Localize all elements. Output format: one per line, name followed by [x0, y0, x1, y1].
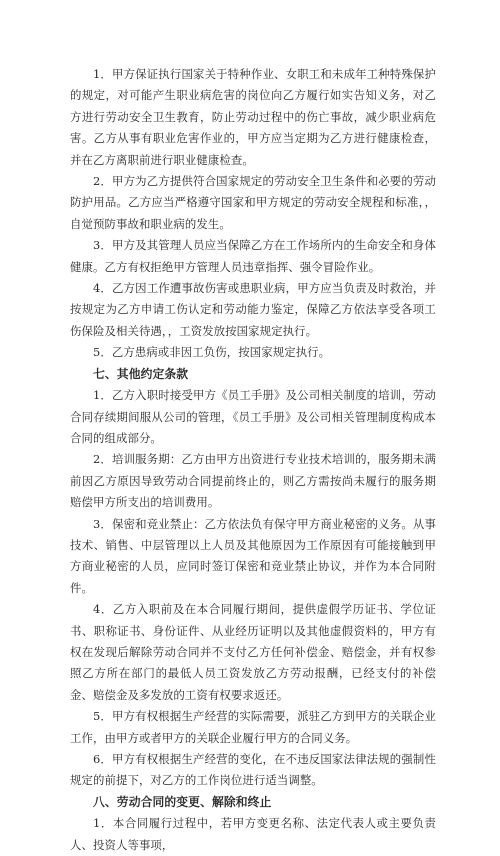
clause-8-1: 1．本合同履行过程中，若甲方变更名称、法定代表人或主要负责人、投资人等事项，: [70, 816, 436, 852]
clause-6-5: 5．乙方患病或非因工负伤，按国家规定执行。: [93, 345, 331, 360]
section-heading-8: 八、劳动合同的变更、解除和终止: [93, 794, 272, 809]
clause-7-4: 4．乙方入职前及在本合同履行期间，提供虚假学历证书、学位证书、职称证书、身份证件、从业经历证明以及其他虚假资料的，甲方有权在发现后解除劳动合同并不支付乙方任何补偿金、赔偿金，并有权参照乙方所在部门的最低人员工资发放乙方劳动报酬，已经支付的补偿金、赔偿金及多发放的工资有权要求返还。: [70, 602, 436, 702]
clause-6-4: 4．乙方因工作遭事故伤害或患职业病，甲方应当负责及时救治，并按规定为乙方申请工伤认定和劳动能力鉴定，保障乙方依法享受各项工伤保险及相关待遇，，工资发放按国家规定执行。: [70, 281, 436, 338]
clause-6-2: 2．甲方为乙方提供符合国家规定的劳动安全卫生条件和必要的劳动防护用品。乙方应当严格遵守国家和甲方规定的劳动安全规程和标准，，自觉预防事故和职业病的发生。: [70, 174, 436, 231]
document-body: [70, 64, 436, 856]
clause-7-3: 3．保密和竞业禁止：乙方依法负有保守甲方商业秘密的义务。从事技术、销售、中层管理以上人员及其他原因为工作原因有可能接触到甲方商业秘密的人员，应同时签订保密和竞业禁止协议，并作为本合同附件。: [70, 516, 436, 595]
clause-7-6: 6．甲方有权根据生产经营的变化，在不违反国家法律法规的强制性规定的前提下，对乙方的工作岗位进行适当调整。: [70, 752, 436, 788]
clause-7-1: 1．乙方入职时接受甲方《员工手册》及公司相关制度的培训，劳动合同存续期间服从公司的管理，《员工手册》及公司相关管理制度构成本合同的组成部分。: [70, 388, 436, 445]
clause-6-1: 1．甲方保证执行国家关于特种作业、女职工和未成年工种特殊保护的规定，对可能产生职业病危害的岗位向乙方履行如实告知义务，对乙方进行劳动安全卫生教育，防止劳动过程中的伤亡事故，减少职业病危害。乙方从事有职业危害作业的，甲方应当定期为乙方进行健康检查，并在乙方离职前进行职业健康检查。: [70, 67, 436, 167]
clause-7-5: 5．甲方有权根据生产经营的实际需要，派驻乙方到甲方的关联企业工作，由甲方或者甲方的关联企业履行甲方的合同义务。: [70, 709, 436, 745]
clause-6-3: 3．甲方及其管理人员应当保障乙方在工作场所内的生命安全和身体健康。乙方有权拒绝甲方管理人员违章指挥、强令冒险作业。: [70, 238, 436, 274]
section-heading-7: 七、其他约定条款: [93, 366, 189, 381]
clause-7-2: 2．培训服务期：乙方由甲方出资进行专业技术培训的，服务期未满前因乙方原因导致劳动合同提前终止的，则乙方需按尚未履行的服务期赔偿甲方所支出的培训费用。: [70, 452, 436, 510]
